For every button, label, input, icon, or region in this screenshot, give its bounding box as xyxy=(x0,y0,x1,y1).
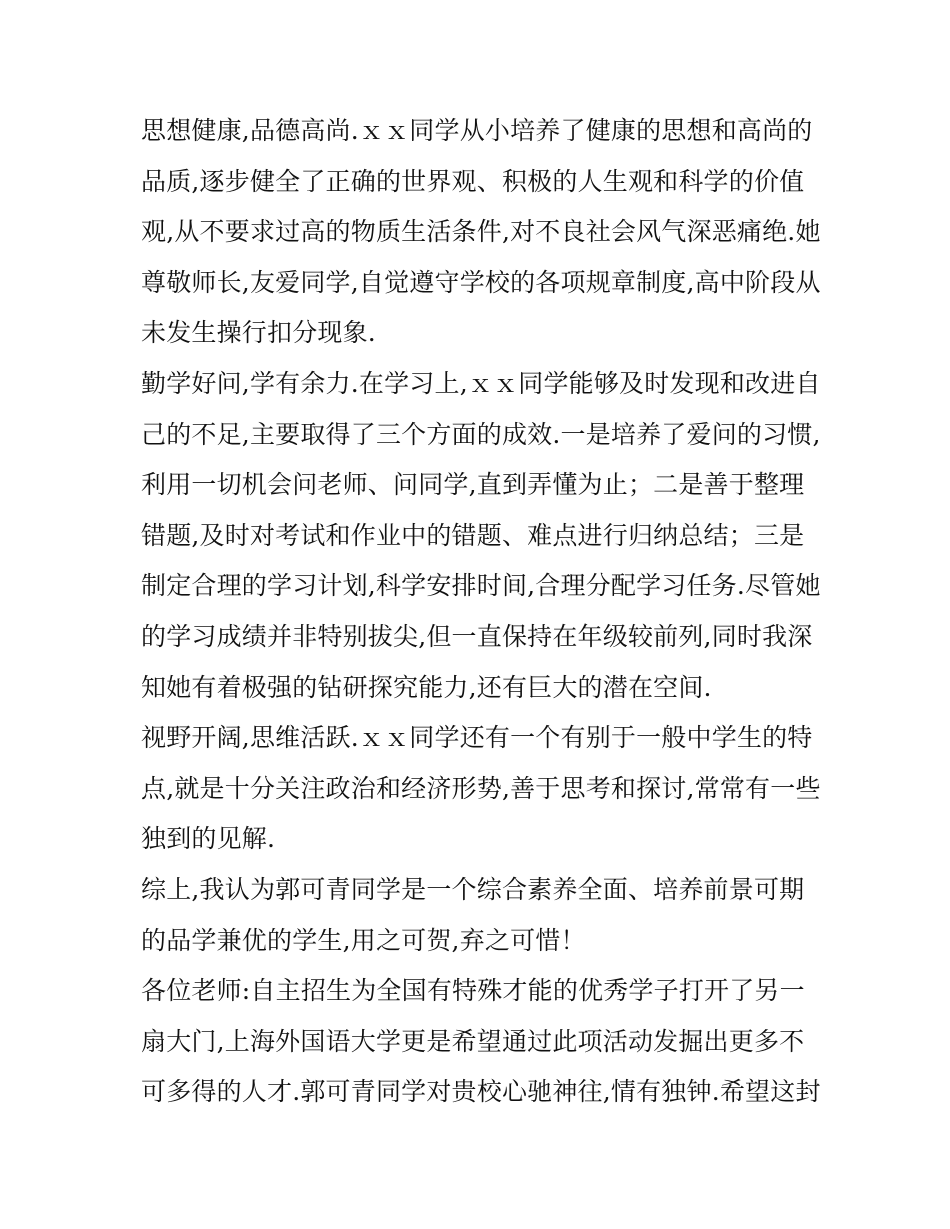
text-line: 未发生操行扣分现象. xyxy=(141,318,376,348)
text-line: 利用一切机会问老师、问同学,直到弄懂为止；二是善于整理 xyxy=(141,470,805,500)
text-line: 品质,逐步健全了正确的世界观、积极的人生观和科学的价值 xyxy=(141,166,805,196)
text-line: 综上,我认为郭可青同学是一个综合素养全面、培养前景可期 xyxy=(141,874,805,904)
text-line: 观,从不要求过高的物质生活条件,对不良社会风气深恶痛绝.她 xyxy=(141,217,821,247)
letter-body xyxy=(141,106,821,1118)
text-line: 尊敬师长,友爱同学,自觉遵守学校的各项规章制度,高中阶段从 xyxy=(141,267,821,297)
text-line: 的品学兼优的学生,用之可贺,弃之可惜！ xyxy=(141,925,586,955)
text-line: 点,就是十分关注政治和经济形势,善于思考和探讨,常常有一些 xyxy=(141,773,821,803)
text-line: 的学习成绩并非特别拔尖,但一直保持在年级较前列,同时我深 xyxy=(141,621,813,651)
text-line: 错题,及时对考试和作业中的错题、难点进行归纳总结；三是 xyxy=(141,520,805,550)
text-line: 制定合理的学习计划,科学安排时间,合理分配学习任务.尽管她 xyxy=(141,571,821,601)
text-line: 可多得的人才.郭可青同学对贵校心驰神往,情有独钟.希望这封 xyxy=(141,1077,821,1107)
text-line: 思想健康,品德高尚.ｘｘ同学从小培养了健康的思想和高尚的 xyxy=(141,116,813,145)
text-line: 扇大门,上海外国语大学更是希望通过此项活动发掘出更多不 xyxy=(141,1026,805,1056)
text-line: 己的不足,主要取得了三个方面的成效.一是培养了爱问的习惯, xyxy=(141,419,821,449)
text-line: 视野开阔,思维活跃.ｘｘ同学还有一个有别于一般中学生的特 xyxy=(141,723,813,753)
text-line: 勤学好问,学有余力.在学习上,ｘｘ同学能够及时发现和改进自 xyxy=(141,368,821,398)
text-line: 知她有着极强的钻研探究能力,还有巨大的潜在空间. xyxy=(141,672,712,702)
text-line: 各位老师:自主招生为全国有特殊才能的优秀学子打开了另一 xyxy=(141,976,805,1006)
text-line: 独到的见解. xyxy=(141,824,276,854)
